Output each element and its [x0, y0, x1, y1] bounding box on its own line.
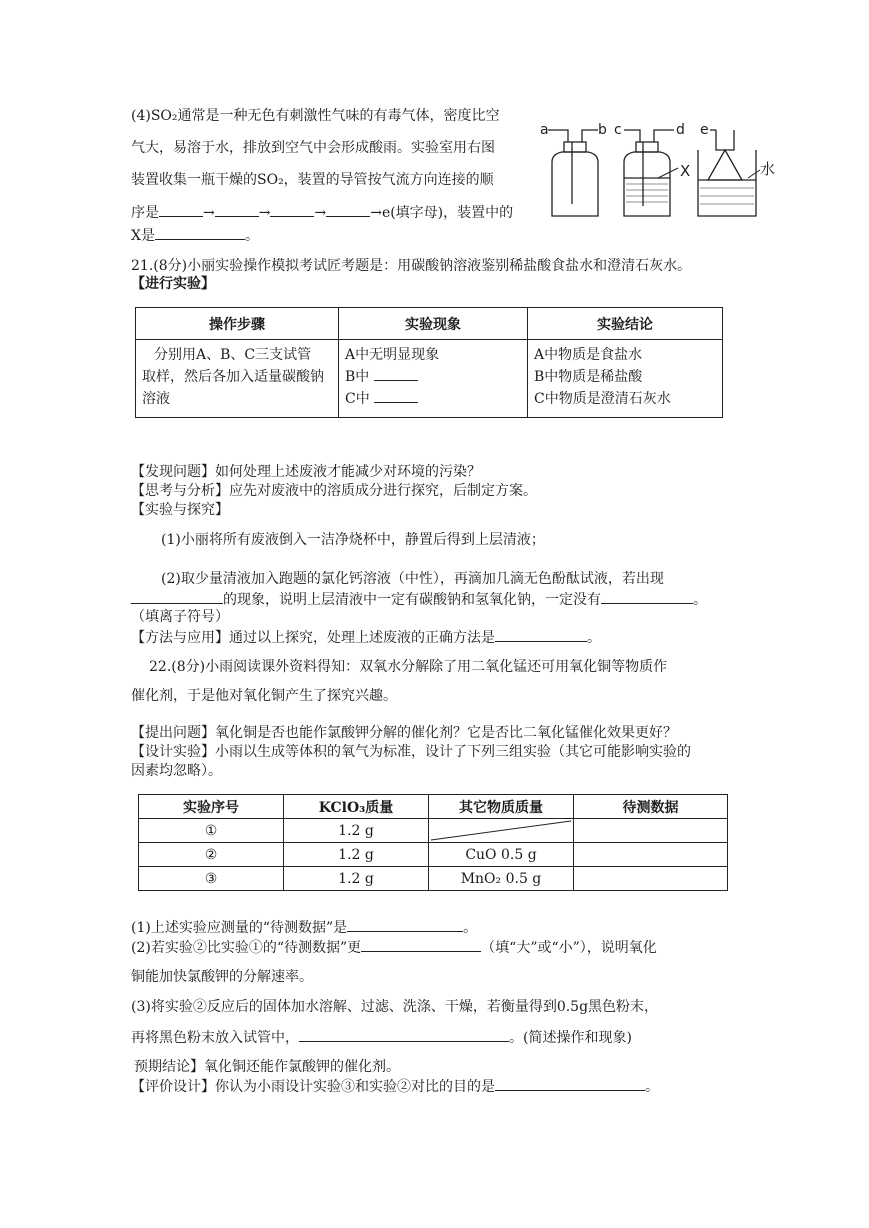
q22-s1 [131, 917, 477, 938]
q22-eval [131, 1076, 659, 1097]
label-e: e [700, 122, 709, 138]
q22-row3-other: MnO₂ 0.5 g [429, 867, 574, 891]
q21-step-line-1: 分别用A、B、C三支试管 [154, 347, 312, 363]
q20-line-2: 气大，易溶于水，排放到空气中会形成酸雨。实验室用右图 [131, 140, 495, 156]
q21-phenomenon-cell [339, 340, 528, 418]
q22-experiment-table [138, 794, 728, 891]
q22-question: 【提出问题】氧化铜是否也能作氯酸钾分解的催化剂？它是否比二氧化锰催化效果更好？ [131, 725, 677, 741]
answer-blank[interactable] [159, 202, 203, 217]
q21-step-line-2: 取样，然后各加入适量碳酸钠 [142, 369, 324, 385]
q22-row3-no: ③ [139, 867, 284, 891]
q21-header-conclusion: 实验结论 [528, 308, 723, 340]
q21-title: 21.(8分)小丽实验操作模拟考试匠考题是：用碳酸钠溶液鉴别稀盐酸食盐水和澄清石灰水。 [131, 258, 692, 274]
q21-phenomenon-b-row [345, 366, 521, 388]
q21-conclusion-cell [528, 340, 723, 418]
answer-blank[interactable] [299, 1027, 509, 1042]
q22-s1-end: 。 [463, 920, 478, 936]
q21-p1: (1)小丽将所有废液倒入一洁净烧杯中，静置后得到上层清液； [161, 532, 545, 548]
arrow: → [258, 205, 271, 221]
label-b: b [598, 122, 607, 138]
q22-row1-no: ① [139, 819, 284, 843]
q21-p3-text: 的现象，说明上层清液中一定有碳酸钠和氢氧化钠，一定没有 [223, 592, 601, 608]
q21-step-line-3: 溶液 [142, 391, 170, 407]
table-row [139, 867, 728, 891]
q21-header-phenomenon: 实验现象 [339, 308, 528, 340]
answer-blank[interactable] [131, 589, 223, 604]
q20-order-prefix: 序是 [131, 205, 159, 221]
q22-eval-end: 。 [645, 1079, 659, 1095]
q22-row1-measure[interactable] [574, 819, 728, 843]
table-row [139, 843, 728, 867]
label-d: d [676, 122, 685, 138]
answer-blank[interactable] [215, 202, 259, 217]
q21-method [131, 627, 601, 648]
q22-line-2: 催化剂，于是他对氧化铜产生了探究兴趣。 [131, 688, 397, 704]
q21-phenomenon-c-row [345, 388, 521, 410]
table-row [139, 819, 728, 843]
q20-line-1: (4)SO₂通常是一种无色有刺激性气味的有毒气体，密度比空 [131, 108, 500, 124]
q21-p2: (2)取少量清液加入跑题的氯化钙溶液（中性），再滴加几滴无色酚酞试液，若出现 [161, 571, 664, 587]
label-x: X [680, 162, 691, 180]
q22-header-measure: 待测数据 [574, 795, 728, 819]
q22-s2-hint: （填“大”或“小”），说明氧化 [481, 940, 657, 956]
q20-x-prefix: X是 [131, 228, 155, 244]
q21-phenomenon-b: B中 [345, 369, 370, 385]
q21-experiment-table [135, 307, 723, 418]
q21-phenomenon-a: A中无明显现象 [345, 347, 440, 363]
q22-eval-text: 【评价设计】你认为小雨设计实验③和实验②对比的目的是 [131, 1079, 495, 1095]
q21-phenomenon-c: C中 [345, 391, 370, 407]
q20-x-suffix: 。 [244, 228, 259, 244]
q22-row3-mass: 1.2 g [284, 867, 429, 891]
label-water: 水 [760, 160, 776, 178]
q21-conclusion-c: C中物质是澄清石灰水 [534, 391, 671, 407]
q22-row2-other: CuO 0.5 g [429, 843, 574, 867]
q21-p4: （填离子符号） [131, 609, 229, 625]
answer-blank[interactable] [361, 937, 481, 952]
answer-blank[interactable] [374, 366, 418, 381]
q21-method-text: 【方法与应用】通过以上探究，处理上述废液的正确方法是 [131, 630, 495, 646]
q22-s3-line-2 [131, 1027, 632, 1048]
q21-explore: 【实验与探究】 [131, 502, 229, 518]
q21-conclusion-a: A中物质是食盐水 [534, 347, 643, 363]
q21-discover: 【发现问题】如何处理上述废液才能减少对环境的污染？ [131, 464, 481, 480]
answer-blank[interactable] [270, 202, 314, 217]
answer-blank[interactable] [326, 202, 370, 217]
q20-line-5 [131, 225, 259, 246]
q22-line-1: 22.(8分)小雨阅读课外资料得知：双氧水分解除了用二氧化锰还可用氧化铜等物质作 [149, 659, 668, 675]
q20-line-4 [131, 202, 513, 223]
apparatus-figure [538, 118, 788, 220]
answer-blank[interactable] [495, 627, 587, 642]
q22-design-2: 因素均忽略）。 [131, 763, 222, 779]
arrow: → [370, 205, 382, 221]
q21-header-steps: 操作步骤 [136, 308, 339, 340]
answer-blank[interactable] [374, 388, 418, 403]
answer-blank[interactable] [495, 1076, 645, 1091]
q21-steps-cell [136, 340, 339, 418]
diagonal-slash [429, 819, 573, 842]
label-c: c [614, 122, 622, 138]
q20-line-3: 装置收集一瓶干燥的SO₂，装置的导管按气流方向连接的顺 [131, 172, 494, 188]
q22-s2-text: (2)若实验②比实验①的“待测数据”更 [131, 940, 362, 956]
arrow: → [203, 205, 215, 221]
q22-header-kclo3: KClO₃质量 [284, 795, 429, 819]
q22-header-other: 其它物质质量 [429, 795, 574, 819]
q22-row2-mass: 1.2 g [284, 843, 429, 867]
q22-s2 [131, 937, 657, 958]
q22-s1-text: (1)上述实验应测量的“待测数据”是 [131, 920, 348, 936]
label-a: a [540, 122, 549, 138]
q21-method-end: 。 [587, 630, 601, 646]
q21-think: 【思考与分析】应先对废液中的溶质成分进行探究，后制定方案。 [131, 483, 537, 499]
q22-s3-text: 再将黑色粉末放入试管中， [131, 1030, 299, 1046]
q20-order-suffix: e(填字母)，装置中的 [381, 205, 514, 221]
answer-blank[interactable] [601, 589, 693, 604]
answer-blank[interactable] [347, 917, 463, 932]
q21-conclusion-b: B中物质是稀盐酸 [534, 369, 643, 385]
q22-header-no: 实验序号 [139, 795, 284, 819]
arrow: → [314, 205, 327, 221]
q22-row1-other [429, 819, 574, 843]
q22-row1-mass: 1.2 g [284, 819, 429, 843]
q22-row2-measure[interactable] [574, 843, 728, 867]
q22-s3-line-1: (3)将实验②反应后的固体加水溶解、过滤、洗涤、干燥，若衡量得到0.5g黑色粉末， [131, 999, 659, 1015]
q22-s2-cont: 铜能加快氯酸钾的分解速率。 [131, 969, 313, 985]
q22-design-1: 【设计实验】小雨以生成等体积的氧气为标准，设计了下列三组实验（其它可能影响实验的 [131, 744, 691, 760]
answer-blank[interactable] [155, 225, 245, 240]
q22-conclusion: 预期结论】氧化铜还能作氯酸钾的催化剂。 [134, 1059, 400, 1075]
q22-s3-end: 。(简述操作和现象) [509, 1030, 632, 1046]
q21-section-experiment: 【进行实验】 [131, 276, 215, 292]
q22-row2-no: ② [139, 843, 284, 867]
q22-row3-measure[interactable] [574, 867, 728, 891]
q21-p3-end: 。 [693, 592, 707, 608]
